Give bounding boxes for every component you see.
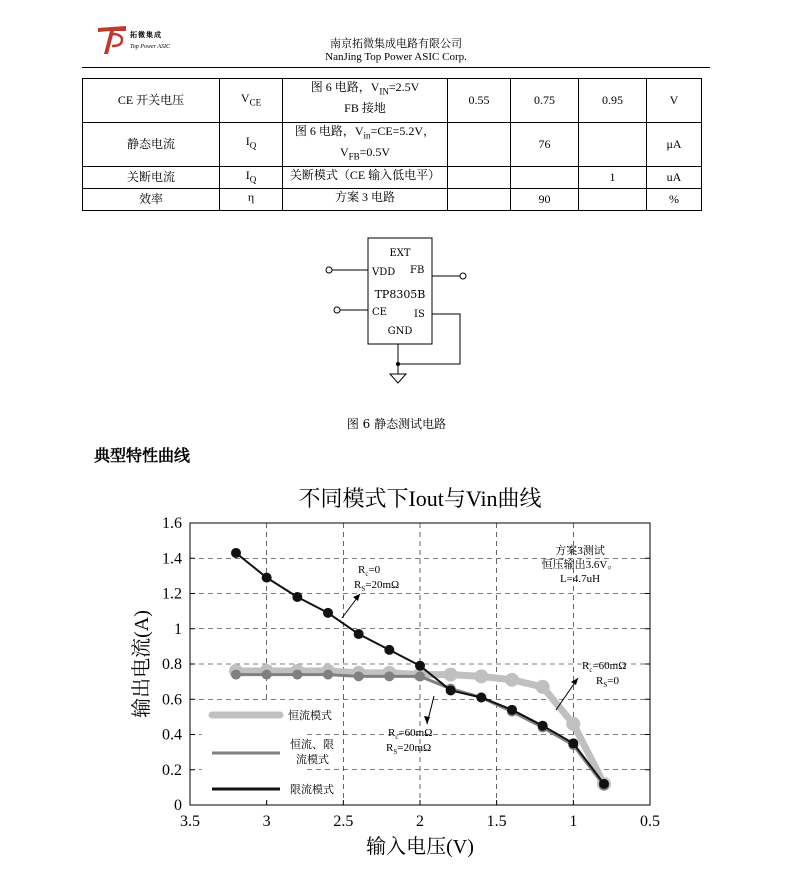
typ-cell: 76 bbox=[511, 122, 579, 166]
y-tick-label: 1 bbox=[174, 620, 182, 638]
data-point bbox=[568, 738, 578, 748]
max-cell bbox=[579, 188, 647, 210]
unit-cell: V bbox=[647, 79, 702, 123]
pin-vdd-label: VDD bbox=[372, 267, 396, 278]
arrowhead-icon bbox=[424, 716, 430, 724]
chart-title: 不同模式下Iout与Vin曲线 bbox=[298, 486, 542, 511]
condition-cell: 图 6 电路，$V_{in}=CE=5.2V$， $V_{FB}=0.5V$ bbox=[283, 122, 448, 166]
fb-terminal bbox=[460, 273, 466, 279]
logo-text-cn: 拓微集成 bbox=[130, 31, 162, 39]
annotation-rc0-rs20 bbox=[342, 564, 399, 618]
unit-cell: uA bbox=[647, 166, 702, 188]
pin-fb-label: FB bbox=[410, 265, 425, 276]
data-point bbox=[292, 670, 302, 680]
pin-is-label: IS bbox=[414, 309, 425, 320]
y-tick-label: 0.2 bbox=[162, 761, 182, 779]
y-tick-label: 0.4 bbox=[162, 726, 182, 744]
ground-icon bbox=[390, 374, 406, 383]
x-tick-label: 2.5 bbox=[333, 813, 354, 830]
data-point bbox=[538, 721, 548, 731]
chart-legend bbox=[202, 702, 337, 798]
data-point bbox=[384, 671, 394, 681]
x-tick-label: 3 bbox=[262, 813, 271, 830]
data-point bbox=[354, 629, 364, 639]
y-tick-label: 0.8 bbox=[162, 656, 182, 673]
section-title: 典型特性曲线 bbox=[94, 446, 191, 465]
data-point bbox=[507, 705, 517, 715]
symbol-cell: η bbox=[220, 188, 283, 210]
x-tick-label: 3.5 bbox=[180, 813, 200, 830]
data-point bbox=[262, 670, 272, 680]
annotation-text: $R_c=60m\Omega$ bbox=[388, 727, 433, 741]
condition-cell: 图 6 电路，$V_{IN}=2.5V$ FB 接地 bbox=[283, 79, 448, 123]
data-point bbox=[415, 671, 425, 681]
data-point bbox=[323, 670, 333, 680]
y-tick-label: 1.2 bbox=[162, 585, 182, 603]
y-tick-label: 0 bbox=[174, 797, 182, 814]
annotation-rc60-rs20 bbox=[386, 696, 434, 756]
y-tick-label: 1.6 bbox=[162, 515, 182, 532]
param-cell: 关断电流 bbox=[83, 166, 220, 188]
x-axis-label: 输入电压(V) bbox=[366, 836, 474, 858]
annotation-rc60-rs0 bbox=[556, 660, 626, 710]
data-point bbox=[599, 779, 609, 789]
data-point bbox=[384, 645, 394, 655]
ce-terminal bbox=[334, 307, 340, 313]
y-tick-label: 1.4 bbox=[162, 550, 182, 568]
annotation-plan-line: 方案3测试 bbox=[555, 545, 605, 557]
annotation-text: $R_c=60m\Omega$ bbox=[582, 660, 627, 674]
data-point bbox=[566, 717, 580, 731]
unit-cell: μA bbox=[647, 122, 702, 166]
y-tick-label: 0.6 bbox=[162, 691, 182, 709]
static-test-circuit bbox=[320, 230, 480, 390]
pin-ext-label: EXT bbox=[389, 248, 411, 259]
header-divider bbox=[82, 67, 710, 68]
y-axis-label: 输出电流(A) bbox=[131, 610, 153, 718]
legend-label-cl: 限流模式 bbox=[290, 784, 334, 796]
annotation-plan-line: L=4.7uH bbox=[559, 573, 601, 585]
condition-cell: 关断模式（CE 输入低电平） bbox=[283, 166, 448, 188]
param-cell: 效率 bbox=[83, 188, 220, 210]
symbol-cell: $I_Q$ bbox=[220, 166, 283, 188]
x-tick-label: 0.5 bbox=[640, 813, 660, 830]
data-point bbox=[505, 673, 519, 687]
legend-label-cc-cl-line: 流模式 bbox=[296, 754, 329, 766]
typ-cell bbox=[511, 166, 579, 188]
typ-cell: 0.75 bbox=[511, 79, 579, 123]
annotation-text: $R_S=0$ bbox=[596, 675, 619, 689]
data-point bbox=[231, 548, 241, 558]
annotation-plan bbox=[542, 543, 619, 585]
junction-dot bbox=[396, 362, 400, 366]
annotation-text: $R_c=0$ bbox=[358, 564, 381, 578]
data-point bbox=[323, 608, 333, 618]
pin-ce-label: CE bbox=[372, 307, 387, 318]
spec-table bbox=[82, 78, 702, 211]
max-cell: 1 bbox=[579, 166, 647, 188]
unit-cell: % bbox=[647, 188, 702, 210]
x-tick-label: 2 bbox=[416, 813, 424, 830]
min-cell bbox=[448, 122, 511, 166]
annotation-text: $R_S=20m\Omega$ bbox=[354, 579, 400, 593]
annotation-text: $R_S=20m\Omega$ bbox=[386, 742, 432, 756]
data-point bbox=[476, 692, 486, 702]
arrowhead-icon bbox=[353, 594, 360, 601]
legend-label-cc-cl-line: 恒流、限 bbox=[290, 739, 334, 751]
data-point bbox=[474, 669, 488, 683]
max-cell bbox=[579, 122, 647, 166]
logo-text-en: Top Power ASIC bbox=[130, 44, 171, 50]
company-name-en: NanJing Top Power ASIC Corp. bbox=[325, 51, 467, 63]
data-point bbox=[262, 573, 272, 583]
pin-gnd-label: GND bbox=[387, 326, 413, 337]
max-cell: 0.95 bbox=[579, 79, 647, 123]
page-header bbox=[82, 18, 710, 68]
spec-row bbox=[83, 79, 702, 123]
arrowhead-icon bbox=[571, 678, 578, 685]
iout-vin-chart bbox=[120, 478, 680, 878]
data-point bbox=[354, 671, 364, 681]
x-tick-label: 1 bbox=[569, 813, 578, 830]
data-point bbox=[292, 592, 302, 602]
symbol-cell: $V_{CE}$ bbox=[220, 79, 283, 123]
param-cell: 静态电流 bbox=[83, 122, 220, 166]
typ-cell: 90 bbox=[511, 188, 579, 210]
data-point bbox=[415, 661, 425, 671]
data-point bbox=[536, 680, 550, 694]
data-point bbox=[231, 670, 241, 680]
chip-name: TP8305B bbox=[374, 288, 426, 301]
company-name-cn: 南京拓微集成电路有限公司 bbox=[330, 38, 462, 50]
annotation-plan-line: 恒压输出3.6V。 bbox=[541, 559, 619, 571]
data-point bbox=[446, 685, 456, 695]
min-cell bbox=[448, 188, 511, 210]
param-cell: CE 开关电压 bbox=[83, 79, 220, 123]
vdd-terminal bbox=[326, 267, 332, 273]
spec-row bbox=[83, 122, 702, 166]
spec-row bbox=[83, 166, 702, 188]
figure-caption: 图 6 静态测试电路 bbox=[346, 417, 447, 431]
min-cell bbox=[448, 166, 511, 188]
condition-cell: 方案 3 电路 bbox=[283, 188, 448, 210]
symbol-cell: $I_Q$ bbox=[220, 122, 283, 166]
min-cell: 0.55 bbox=[448, 79, 511, 123]
data-point bbox=[444, 668, 458, 682]
x-tick-label: 1.5 bbox=[486, 813, 507, 830]
legend-label-cc: 恒流模式 bbox=[288, 710, 332, 722]
spec-row bbox=[83, 188, 702, 210]
